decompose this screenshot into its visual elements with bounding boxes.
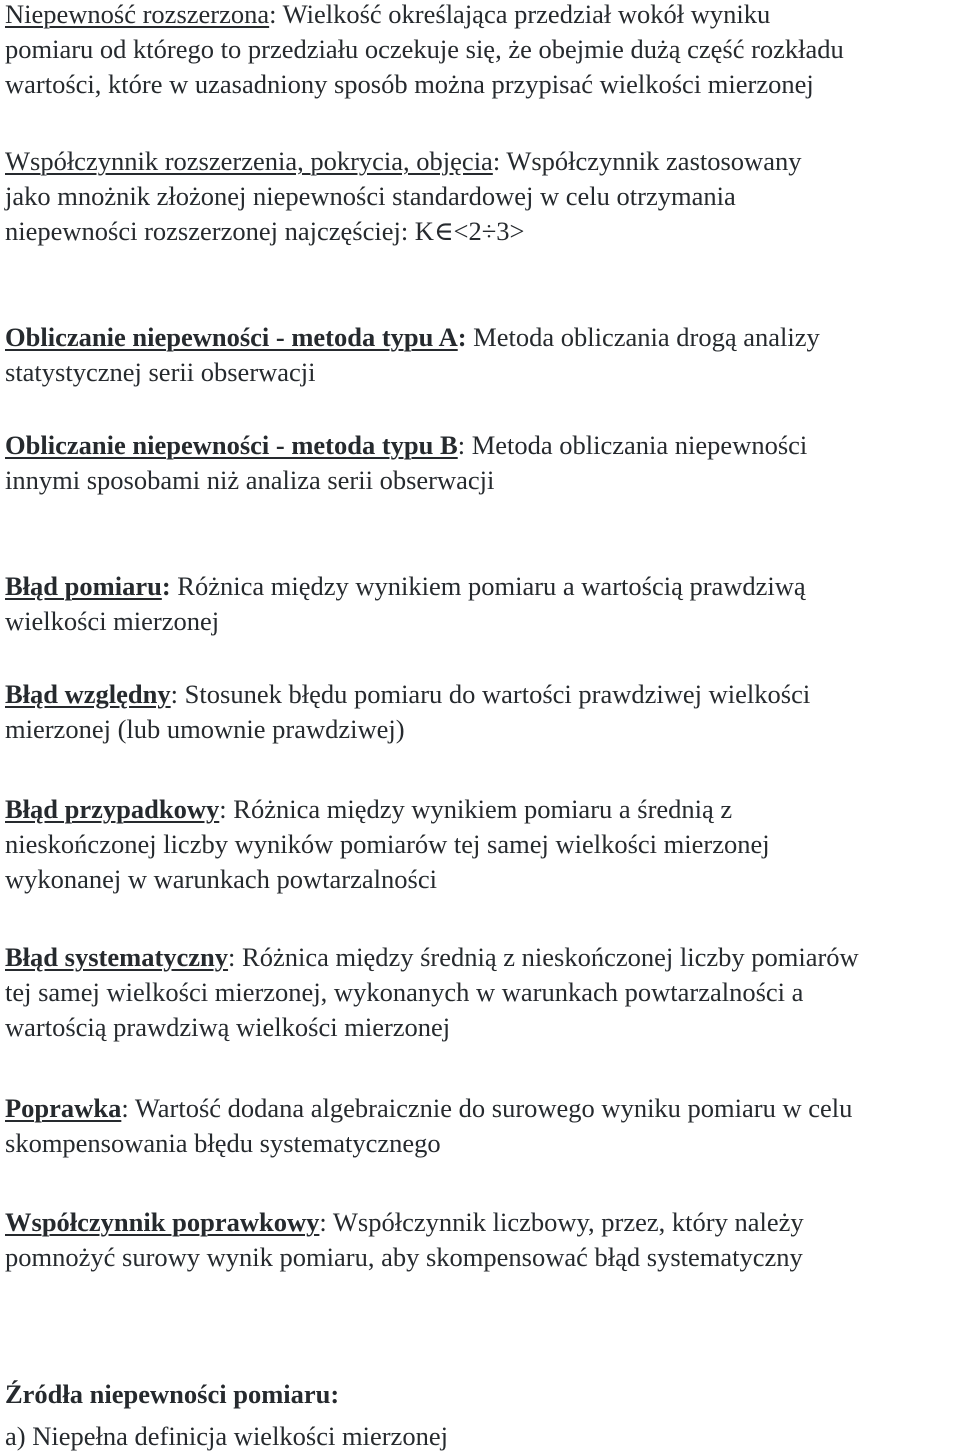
definition-term: Niepewność rozszerzona — [5, 0, 270, 29]
definition-wspolczynnik-poprawkowy — [5, 1205, 957, 1275]
definition-line: innymi sposobami niż analiza serii obserwacji — [5, 465, 495, 495]
definition-text: Metoda obliczania niepewności — [465, 430, 808, 460]
definition-line: wartością prawdziwą wielkości mierzonej — [5, 1012, 451, 1042]
term-colon: : — [457, 322, 467, 352]
definition-line: wartości, które w uzasadniony sposób można przypisać wielkości mierzonej — [5, 69, 814, 99]
definition-text: Stosunek błędu pomiaru do wartości prawdziwej wielkości — [178, 679, 811, 709]
definition-line — [5, 1091, 957, 1126]
definition-line — [5, 792, 957, 827]
definition-blad-systematyczny — [5, 940, 957, 1045]
definition-line: wielkości mierzonej — [5, 606, 220, 636]
definition-blad-przypadkowy — [5, 792, 957, 897]
definition-text: Wartość dodana algebraicznie do surowego wyniku pomiaru w celu — [128, 1093, 853, 1123]
definition-line: niepewności rozszerzonej najczęściej: K∈<2÷3> — [5, 216, 525, 246]
definition-term: Współczynnik rozszerzenia, pokrycia, objęcia — [5, 146, 493, 176]
term-colon: : — [492, 146, 501, 176]
section-heading-sources: Źródła niepewności pomiaru: — [5, 1379, 340, 1409]
definition-term: Obliczanie niepewności - metoda typu A — [5, 322, 458, 352]
definition-blad-pomiaru — [5, 569, 957, 639]
definition-niepewnosc-rozszerzona — [5, 0, 957, 102]
definition-text: Różnica między wynikiem pomiaru a średnią z — [226, 794, 733, 824]
definition-line: statystycznej serii obserwacji — [5, 357, 316, 387]
definition-text: Metoda obliczania drogą analizy — [466, 322, 820, 352]
definition-line — [5, 428, 957, 463]
definition-term: Błąd względny — [5, 679, 171, 709]
definition-metoda-typu-b — [5, 428, 957, 498]
term-colon: : — [228, 942, 236, 972]
definition-wspolczynnik-rozszerzenia — [5, 144, 957, 249]
definition-line: pomnożyć surowy wynik pomiaru, aby skompensować błąd systematyczny — [5, 1242, 803, 1272]
definition-line — [5, 569, 957, 604]
definition-term: Błąd pomiaru — [5, 571, 162, 601]
definition-term: Obliczanie niepewności - metoda typu B — [5, 430, 458, 460]
definition-line: mierzonej (lub umownie prawdziwej) — [5, 714, 405, 744]
term-colon: : — [219, 794, 227, 824]
definition-text: Wielkość określająca przedział wokół wyniku — [276, 0, 771, 29]
definition-term: Poprawka — [5, 1093, 122, 1123]
definition-line: nieskończonej liczby wyników pomiarów tej samej wielkości mierzonej — [5, 829, 770, 859]
definition-poprawka — [5, 1091, 957, 1161]
definition-line — [5, 320, 957, 355]
definition-term: Błąd przypadkowy — [5, 794, 220, 824]
term-colon: : — [161, 571, 171, 601]
term-colon: : — [170, 679, 179, 709]
definition-text: Różnica między średnią z nieskończonej liczby pomiarów — [235, 942, 859, 972]
definition-term: Błąd systematyczny — [5, 942, 229, 972]
definition-term: Współczynnik poprawkowy — [5, 1207, 320, 1237]
definition-line: pomiaru od którego to przedziału oczekuje się, że obejmie dużą część rozkładu — [5, 34, 844, 64]
list-item: a) Niepełna definicja wielkości mierzonej — [5, 1421, 448, 1451]
definition-blad-wzgledny — [5, 677, 957, 747]
definition-text: Współczynnik liczbowy, przez, który należy — [326, 1207, 804, 1237]
definition-line — [5, 144, 957, 179]
term-colon: : — [319, 1207, 327, 1237]
definition-metoda-typu-a — [5, 320, 957, 390]
definition-line — [5, 677, 957, 712]
definition-line: wykonanej w warunkach powtarzalności — [5, 864, 437, 894]
definition-line: tej samej wielkości mierzonej, wykonanych w warunkach powtarzalności a — [5, 977, 804, 1007]
definition-line — [5, 0, 957, 32]
definition-line: skompensowania błędu systematycznego — [5, 1128, 441, 1158]
term-colon: : — [457, 430, 466, 460]
definition-text: Różnica między wynikiem pomiaru a wartością prawdziwą — [170, 571, 806, 601]
term-colon: : — [121, 1093, 129, 1123]
term-colon: : — [269, 0, 277, 29]
definition-text: Współczynnik zastosowany — [500, 146, 802, 176]
definition-line: jako mnożnik złożonej niepewności standardowej w celu otrzymania — [5, 181, 736, 211]
definition-line — [5, 940, 957, 975]
definition-line — [5, 1205, 957, 1240]
